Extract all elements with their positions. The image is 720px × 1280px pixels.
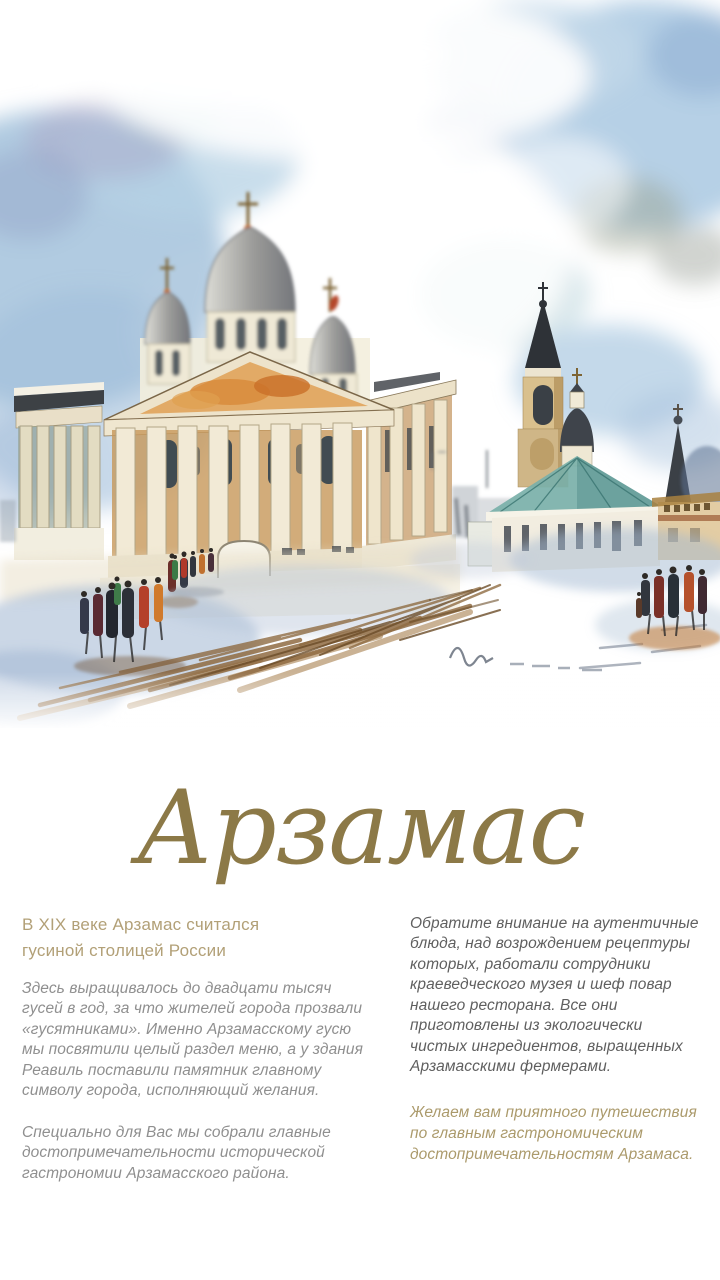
left-column — [22, 912, 374, 1205]
closing-wish: Желаем вам приятного путешествия по главным гастрономическим достопримечательностям Арзамаса. — [410, 1103, 697, 1164]
page-title: Арзамас — [136, 769, 584, 888]
lead-heading: В XIX веке Арзамас считался гусиной столицей России — [22, 915, 260, 960]
cathedral-side-portico — [362, 372, 456, 570]
artist-signature — [450, 648, 602, 670]
intro-columns — [0, 912, 720, 1205]
left-paragraph-2: Специально для Вас мы собрали главные достопримечательности исторической гастрономии Арзамасского района. — [22, 1123, 331, 1182]
painting-bottom-fade — [0, 672, 720, 732]
right-column — [410, 912, 700, 1205]
left-paragraph-1: Здесь выращивалось до двадцати тысяч гусей в год, за что жителей города прозвали «гусятниками». Именно Арзамасскому гусю мы посвятили целый раздел меню, а у здания Реавиль поставили памятник главному символу города, исполняющий желания. — [22, 980, 364, 1100]
title-section — [0, 756, 720, 902]
cathedral-left-wing — [14, 382, 104, 560]
right-paragraph-1: Обратите внимание на аутентичные блюда, над возрождением рецептуры которых, работали сотрудники краеведческого музея и шеф повар нашего ресторана. Все они приготовлены из экологически чистых ингредиентов, выращенных Арзамасскими фермерами. — [410, 915, 699, 1076]
